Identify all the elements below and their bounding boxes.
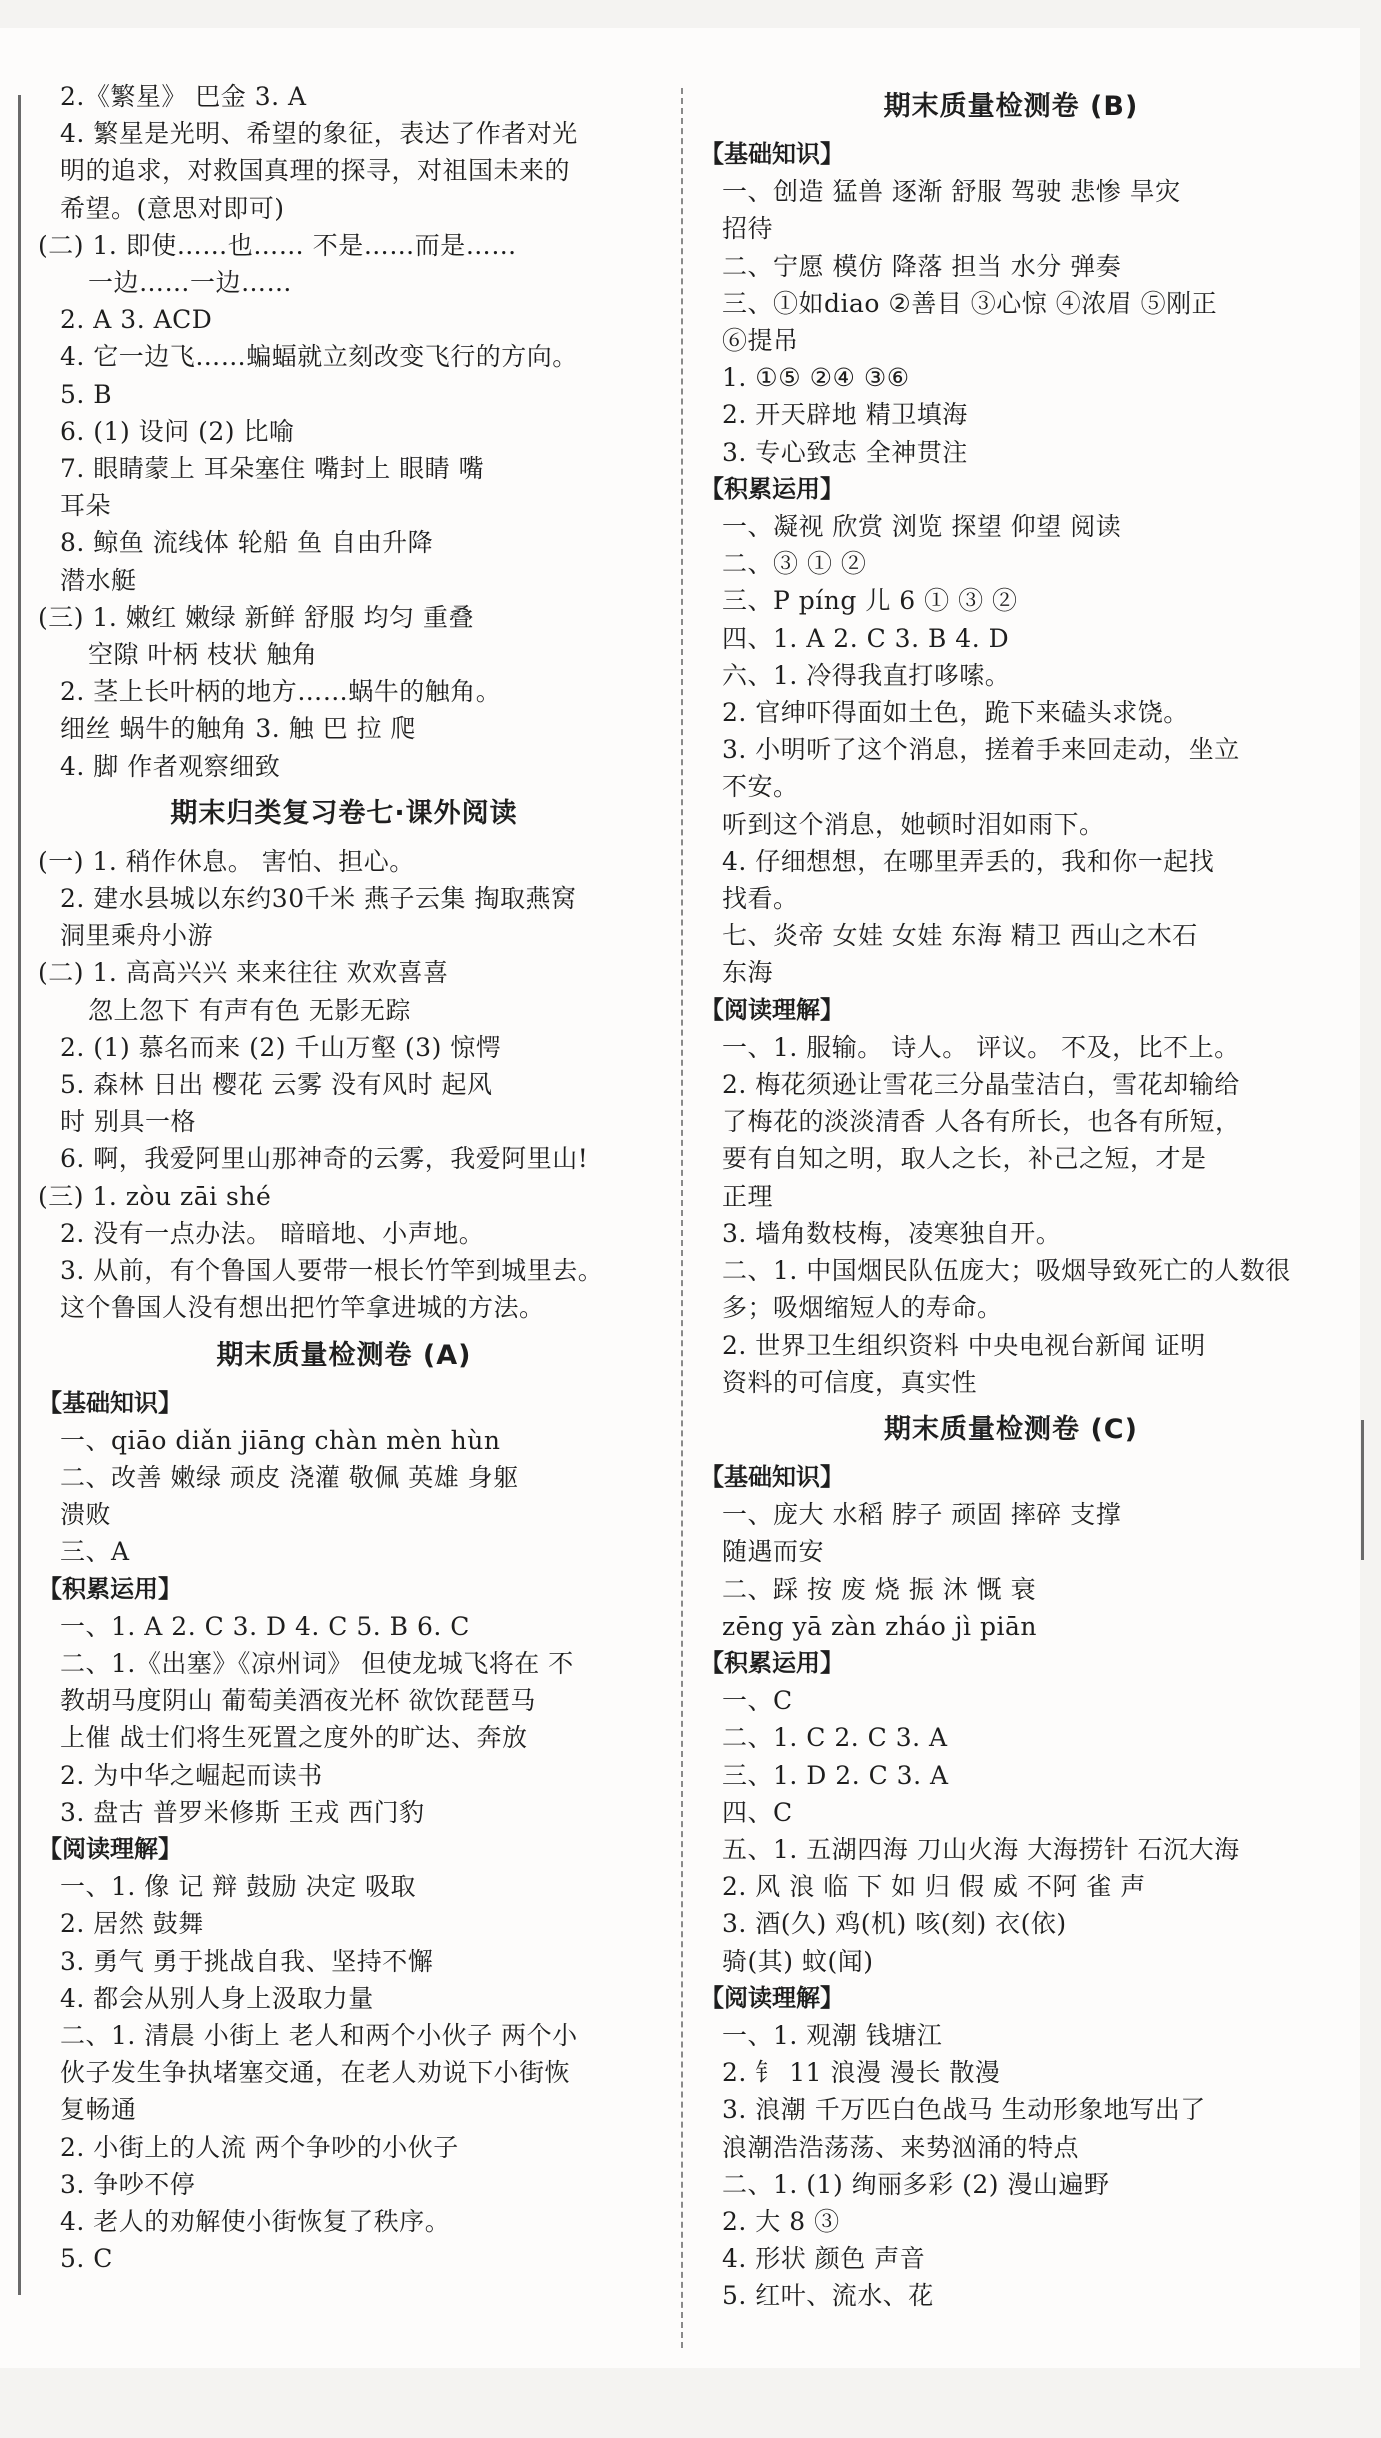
right-answer-line: 2. 官绅吓得面如土色，跪下来磕头求饶。	[722, 698, 1189, 728]
left-answer-line: 二、1.《出塞》《凉州词》 但使龙城飞将在 不	[60, 1648, 574, 1678]
right-answer-line: 随遇而安	[722, 1537, 825, 1567]
left-answer-line: 4. 繁星是光明、希望的象征，表达了作者对光	[60, 119, 578, 149]
right-answer-line: 3. 专心致志 全神贯注	[722, 437, 968, 467]
left-answer-line: 7. 眼睛蒙上 耳朵塞住 嘴封上 眼睛 嘴	[60, 454, 485, 484]
left-section-title: 期末质量检测卷 (A)	[216, 1339, 472, 1371]
left-answer-line: 希望。(意思对即可)	[60, 193, 285, 223]
left-answer-line: (二) 1. 高高兴兴 来来往往 欢欢喜喜	[38, 958, 449, 988]
left-answer-line: 时 别具一格	[60, 1107, 196, 1137]
right-answer-line: 四、1. A 2. C 3. B 4. D	[722, 623, 1010, 653]
left-subsection-label: 【阅读理解】	[38, 1834, 182, 1863]
right-answer-line: 4. 仔细想想，在哪里弄丢的，我和你一起找	[722, 846, 1215, 876]
right-answer-line: 二、1. (1) 绚丽多彩 (2) 漫山遍野	[722, 2169, 1110, 2199]
right-answer-line: 骑(其) 蚊(闻)	[722, 1946, 874, 1976]
right-answer-line: 一、C	[722, 1686, 793, 1716]
right-answer-line: 了梅花的淡淡清香 人各有所长，也各有所短，	[722, 1107, 1241, 1137]
left-answer-line: 3. 勇气 勇于挑战自我、坚持不懈	[60, 1946, 434, 1976]
left-answer-line: 上催 战士们将生死置之度外的旷达、奔放	[60, 1723, 528, 1753]
left-answer-line: 6. (1) 设问 (2) 比喻	[60, 416, 295, 446]
left-answer-line: 6. 啊，我爱阿里山那神奇的云雾，我爱阿里山!	[60, 1144, 589, 1174]
right-answer-line: 东海	[722, 958, 774, 988]
left-answer-line: (三) 1. zòu zāi shé	[38, 1181, 272, 1211]
left-answer-line: 一、1. A 2. C 3. D 4. C 5. B 6. C	[60, 1611, 470, 1641]
left-answer-line: 忽上忽下 有声有色 无影无踪	[88, 995, 411, 1025]
right-answer-line: 4. 形状 颜色 声音	[722, 2244, 926, 2274]
left-answer-line: (一) 1. 稍作休息。 害怕、担心。	[38, 846, 415, 876]
left-answer-line: 2. 没有一点办法。 暗暗地、小声地。	[60, 1218, 485, 1248]
left-answer-line: 一、1. 像 记 辩 鼓励 决定 吸取	[60, 1872, 417, 1902]
right-answer-line: 浪潮浩浩荡荡、来势汹涌的特点	[722, 2132, 1080, 2162]
right-answer-line: 2. 开天辟地 精卫填海	[722, 400, 968, 430]
left-answer-line: 一、qiāo diǎn jiāng chàn mèn hùn	[60, 1425, 501, 1455]
left-answer-line: 二、改善 嫩绿 顽皮 浇灌 敬佩 英雄 身躯	[60, 1462, 519, 1492]
left-answer-line: 2. A 3. ACD	[60, 305, 213, 335]
left-answer-line: 耳朵	[60, 491, 112, 521]
right-answer-line: 多；吸烟缩短人的寿命。	[722, 1293, 1003, 1323]
right-answer-line: 三、①如diao ②善目 ③心惊 ④浓眉 ⑤刚正	[722, 288, 1218, 318]
left-answer-line: 5. B	[60, 379, 113, 409]
left-answer-line: 伙子发生争执堵塞交通，在老人劝说下小街恢	[60, 2058, 571, 2088]
right-answer-line: 3. 墙角数枝梅，凌寒独自开。	[722, 1218, 1062, 1248]
right-answer-line: 2. 大 8 ③	[722, 2206, 840, 2236]
right-margin-mark	[1361, 1420, 1364, 1560]
right-section-title: 期末质量检测卷 (B)	[883, 91, 1139, 122]
right-subsection-label: 【阅读理解】	[700, 1983, 844, 2012]
left-answer-line: 2. (1) 慕名而来 (2) 千山万壑 (3) 惊愕	[60, 1032, 502, 1062]
left-answer-line: 4. 脚 作者观察细致	[60, 751, 281, 781]
left-answer-line: 4. 它一边飞……蝙蝠就立刻改变飞行的方向。	[60, 342, 578, 372]
answer-page	[0, 28, 1360, 2368]
right-answer-line: 要有自知之明，取人之长，补己之短，才是	[722, 1144, 1207, 1174]
left-answer-line: 8. 鲸鱼 流线体 轮船 鱼 自由升降	[60, 528, 434, 558]
left-answer-line: 3. 盘古 普罗米修斯 王戎 西门豹	[60, 1797, 425, 1827]
left-answer-line: 一边……一边……	[88, 268, 293, 298]
right-answer-line: 资料的可信度，真实性	[722, 1367, 978, 1397]
right-answer-line: 一、1. 服输。 诗人。 评议。 不及，比不上。	[722, 1032, 1240, 1062]
right-answer-line: 3. 浪潮 千万匹白色战马 生动形象地写出了	[722, 2095, 1206, 2125]
right-answer-line: 二、1. 中国烟民队伍庞大；吸烟导致死亡的人数很	[722, 1256, 1291, 1286]
right-answer-line: 不安。	[722, 772, 799, 802]
right-answer-line: 2. 梅花须逊让雪花三分晶莹洁白，雪花却输给	[722, 1070, 1240, 1100]
right-column	[700, 78, 1322, 2315]
right-answer-line: 二、宁愿 模仿 降落 担当 水分 弹奏	[722, 251, 1122, 281]
left-answer-line: 三、A	[60, 1537, 130, 1567]
left-answer-line: 教胡马度阴山 葡萄美酒夜光杯 欲饮琵琶马	[60, 1686, 536, 1716]
right-answer-line: 找看。	[722, 884, 799, 914]
left-answer-line: (二) 1. 即使……也…… 不是……而是……	[38, 230, 517, 260]
right-answer-line: 招待	[722, 214, 774, 244]
left-answer-line: 细丝 蜗牛的触角 3. 触 巴 拉 爬	[60, 714, 417, 744]
right-answer-line: 三、P píng 儿 6 ① ③ ②	[722, 586, 1018, 616]
right-answer-line: 2. 世界卫生组织资料 中央电视台新闻 证明	[722, 1330, 1206, 1360]
left-answer-line: 3. 争吵不停	[60, 2169, 196, 2199]
right-answer-line: 三、1. D 2. C 3. A	[722, 1760, 949, 1790]
left-answer-line: 2.《繁星》 巴金 3. A	[60, 82, 307, 111]
right-answer-line: 3. 酒(久) 鸡(机) 咳(刻) 衣(依)	[722, 1909, 1067, 1939]
right-subsection-label: 【积累运用】	[700, 474, 844, 503]
right-answer-line: 七、炎帝 女娃 女娃 东海 精卫 西山之木石	[722, 921, 1198, 951]
left-answer-line: 潜水艇	[60, 565, 137, 595]
right-answer-line: 二、③ ① ②	[722, 549, 867, 579]
right-answer-line: 一、凝视 欣赏 浏览 探望 仰望 阅读	[722, 512, 1122, 542]
right-answer-line: ⑥提吊	[722, 326, 799, 356]
right-answer-line: 一、庞大 水稻 脖子 顽固 摔碎 支撑	[722, 1500, 1122, 1530]
left-answer-line: 这个鲁国人没有想出把竹竿拿进城的方法。	[60, 1293, 545, 1323]
right-answer-line: 二、1. C 2. C 3. A	[722, 1723, 948, 1753]
right-section-title: 期末质量检测卷 (C)	[884, 1413, 1138, 1445]
right-answer-line: 正理	[722, 1181, 774, 1211]
right-subsection-label: 【基础知识】	[700, 140, 844, 168]
right-answer-line: 一、1. 观潮 钱塘江	[722, 2020, 943, 2050]
left-answer-line: 明的追求，对救国真理的探寻，对祖国未来的	[60, 156, 571, 186]
left-answer-line: 2. 小街上的人流 两个争吵的小伙子	[60, 2132, 459, 2162]
left-answer-line: 4. 都会从别人身上汲取力量	[60, 1983, 374, 2013]
left-answer-line: 溃败	[60, 1500, 112, 1530]
right-answer-line: 2. 风 浪 临 下 如 归 假 威 不阿 雀 声	[722, 1872, 1146, 1902]
right-answer-line: 听到这个消息，她顿时泪如雨下。	[722, 809, 1105, 839]
left-answer-line: 复畅通	[60, 2095, 137, 2125]
left-answer-line: 2. 居然 鼓舞	[60, 1909, 204, 1939]
left-answer-line: 5. C	[60, 2244, 113, 2274]
right-answer-line: 六、1. 冷得我直打哆嗦。	[722, 660, 1011, 690]
right-answer-line: 2. 钅 11 浪漫 漫长 散漫	[722, 2058, 1001, 2088]
left-answer-line: 洞里乘舟小游	[60, 921, 214, 951]
left-section-title: 期末归类复习卷七·课外阅读	[170, 797, 518, 829]
right-answer-line: 一、创造 猛兽 逐渐 舒服 驾驶 悲惨 旱灾	[722, 177, 1181, 207]
right-answer-line: 五、1. 五湖四海 刀山火海 大海捞针 石沉大海	[722, 1834, 1240, 1864]
left-answer-line: 二、1. 清晨 小街上 老人和两个小伙子 两个小	[60, 2020, 578, 2050]
left-subsection-label: 【基础知识】	[38, 1388, 182, 1417]
left-column	[38, 78, 650, 2277]
left-subsection-label: 【积累运用】	[38, 1574, 182, 1603]
right-answer-line: 四、C	[722, 1797, 793, 1827]
left-margin-mark	[18, 95, 21, 2295]
right-answer-line: 1. ①⑤ ②④ ③⑥	[722, 363, 910, 393]
right-subsection-label: 【积累运用】	[700, 1648, 844, 1677]
column-divider	[681, 88, 683, 2348]
left-answer-line: (三) 1. 嫩红 嫩绿 新鲜 舒服 均匀 重叠	[38, 602, 474, 632]
left-answer-line: 空隙 叶柄 枝状 触角	[88, 640, 318, 670]
left-answer-line: 2. 建水县城以东约30千米 燕子云集 掏取燕窝	[60, 884, 577, 914]
right-subsection-label: 【基础知识】	[700, 1462, 844, 1491]
right-answer-line: 3. 小明听了这个消息，搓着手来回走动，坐立	[722, 735, 1240, 765]
left-answer-line: 2. 为中华之崛起而读书	[60, 1760, 323, 1790]
right-answer-line: 5. 红叶、流水、花	[722, 2281, 934, 2311]
right-answer-line: 二、踩 按 废 烧 振 沐 慨 衰	[722, 1574, 1037, 1604]
right-answer-line: zēng yā zàn zháo jì piān	[722, 1611, 1037, 1641]
left-answer-line: 4. 老人的劝解使小街恢复了秩序。	[60, 2206, 451, 2236]
right-subsection-label: 【阅读理解】	[700, 995, 844, 1024]
left-answer-line: 2. 茎上长叶柄的地方……蜗牛的触角。	[60, 677, 502, 707]
left-answer-line: 3. 从前，有个鲁国人要带一根长竹竿到城里去。	[60, 1256, 604, 1286]
left-answer-line: 5. 森林 日出 樱花 云雾 没有风时 起风	[60, 1070, 493, 1100]
